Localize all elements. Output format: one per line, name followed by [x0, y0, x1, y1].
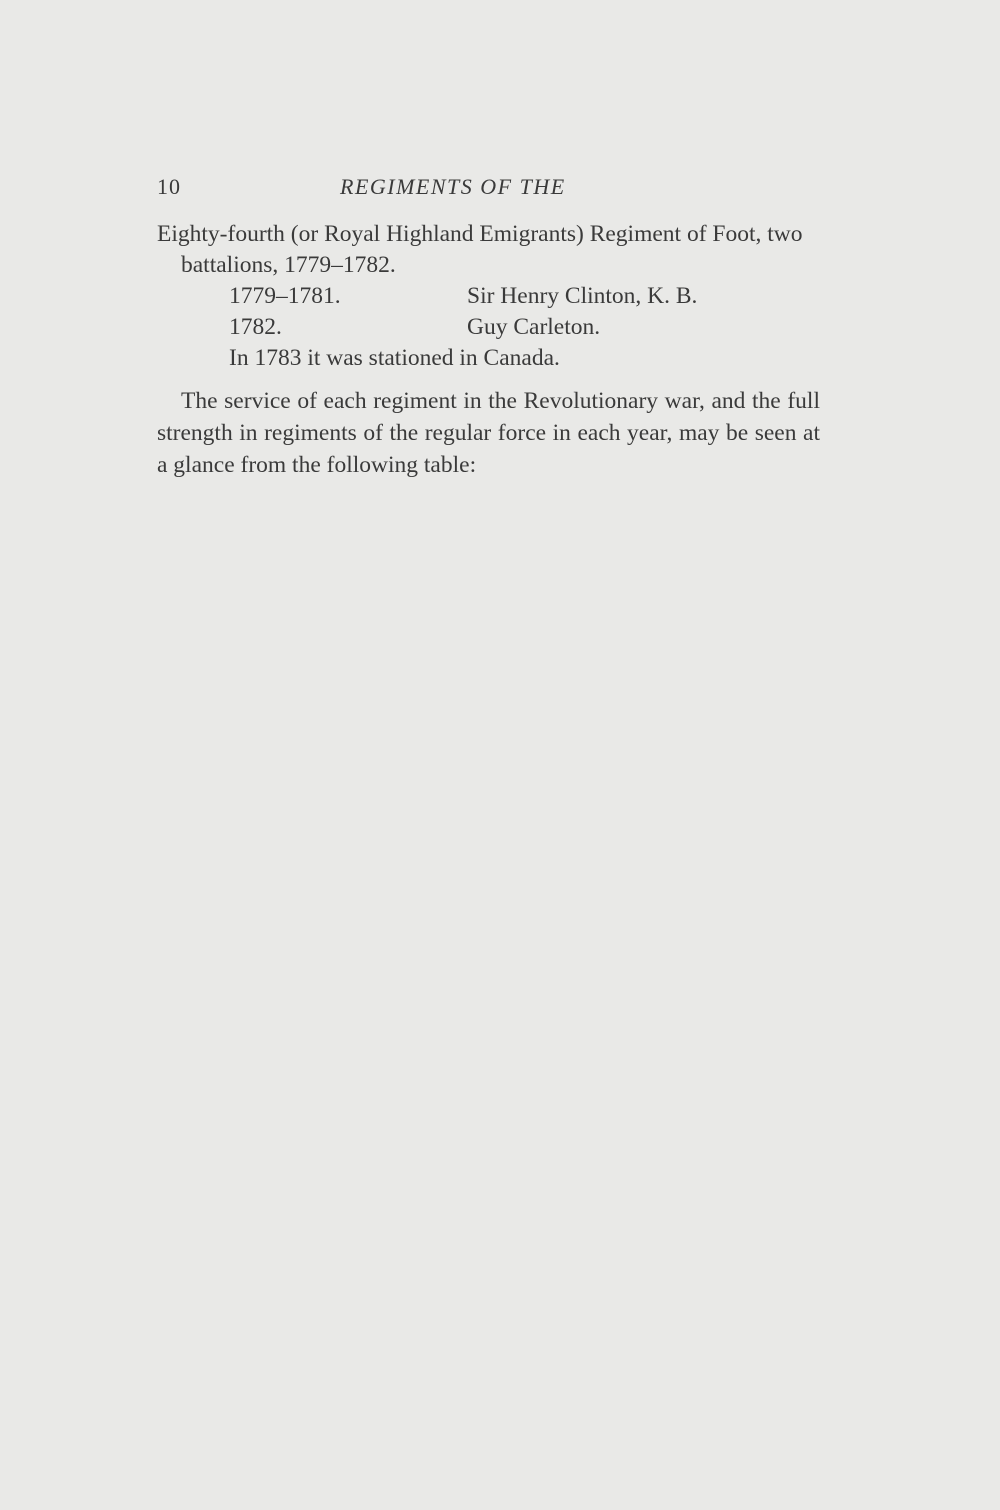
- regiment-entry: [157, 219, 827, 374]
- body-paragraph: The service of each regiment in the Revolutionary war, and the full strength in regiments of the regular force in each year, may be seen at a glance from the following table:: [157, 388, 820, 478]
- service-row: [157, 281, 827, 312]
- running-head: REGIMENTS OF THE: [340, 174, 566, 199]
- service-row: [157, 312, 827, 343]
- page-number: 10: [157, 174, 181, 199]
- service-commander: Sir Henry Clinton, K. B.: [467, 283, 698, 309]
- regiment-note: In 1783 it was stationed in Canada.: [229, 345, 560, 371]
- service-years: 1782.: [229, 314, 282, 340]
- service-years: 1779–1781.: [229, 283, 341, 309]
- regiment-title: Eighty-fourth (or Royal Highland Emigrants) Regiment of Foot, two battalions, 1779–1782.: [157, 221, 803, 278]
- service-commander: Guy Carleton.: [467, 314, 601, 340]
- page-header: [157, 174, 817, 206]
